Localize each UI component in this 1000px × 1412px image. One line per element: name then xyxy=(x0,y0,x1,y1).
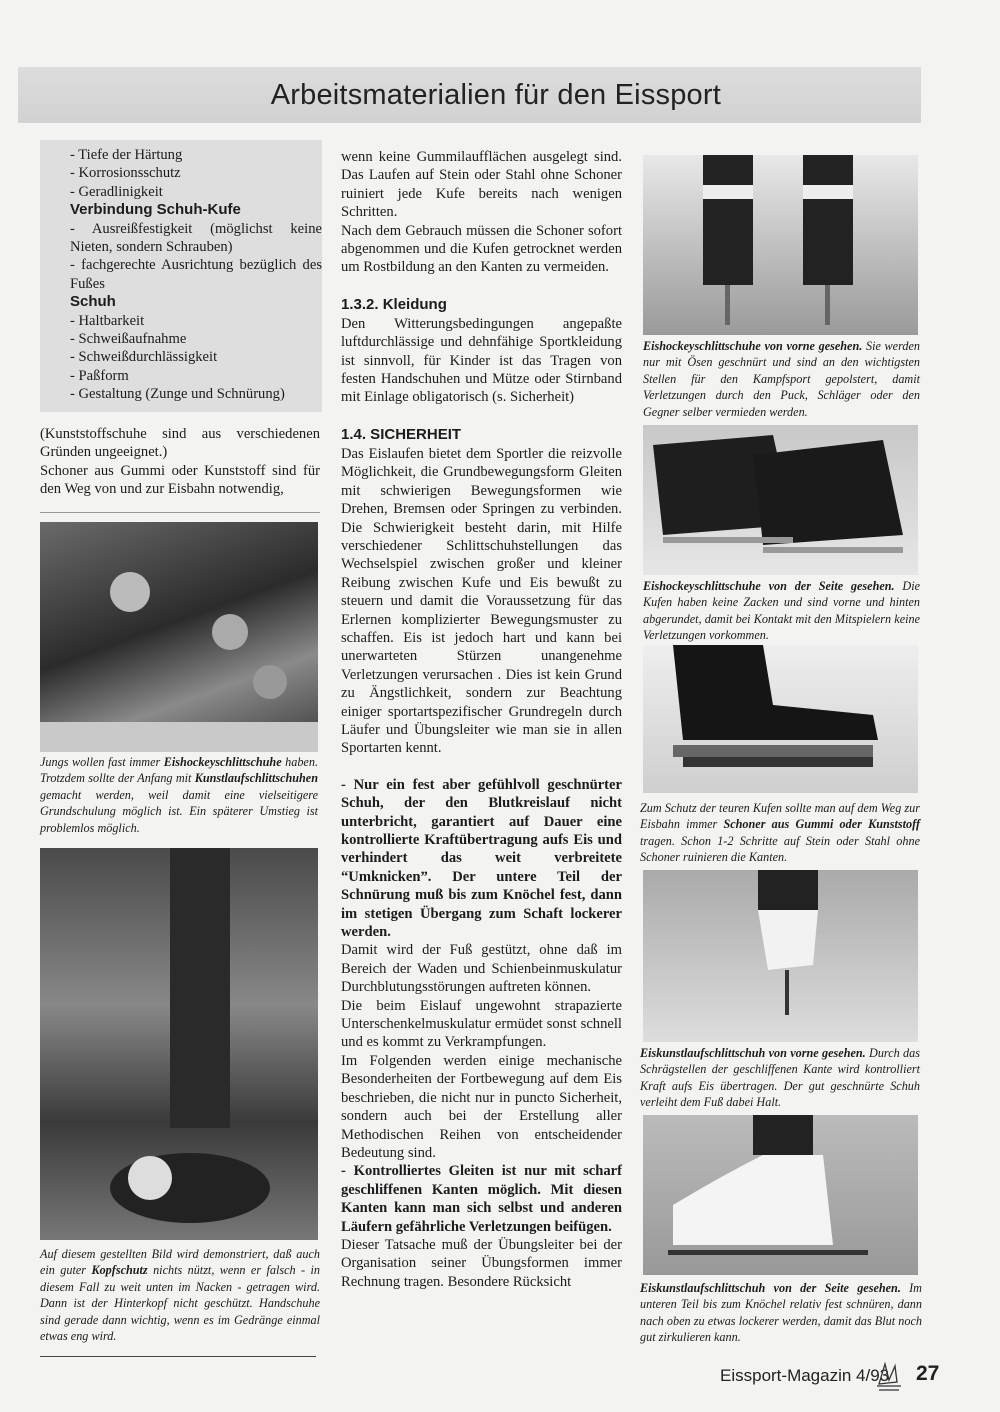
spacer xyxy=(341,758,622,776)
caption-text: Auf diesem gestellten Bild wird demonstriert, daß auch ein guter xyxy=(40,1247,320,1278)
middle-column-text xyxy=(341,148,622,1291)
skates-side-illustration xyxy=(643,425,918,575)
photo-figure-skate-side xyxy=(643,1115,918,1275)
caption-emphasis: Kunstlaufschlittschuhen xyxy=(194,771,318,786)
photo-kids-at-skate-shop xyxy=(40,522,318,752)
caption-text: Zum Schutz der teuren Kufen sollte man auf dem Weg zur Eisbahn immer xyxy=(640,801,920,832)
checklist-item: - Gestaltung (Zunge und Schnürung) xyxy=(70,386,285,403)
photo-skate-guards xyxy=(643,645,918,793)
photo-caption xyxy=(40,754,318,836)
bold-paragraph: - Kontrolliertes Gleiten ist nur mit scharf geschliffenen Kanten möglich. Mit diesen Kanten kann man sich selbst und anderen Läufern gefährliche Verletzungen beifügen. xyxy=(341,1163,622,1235)
paragraph: Die beim Eislauf ungewohnt strapazierte Unterschenkelmuskulatur ermüdet sonst schnell und es kommt zu Verkrampfungen. xyxy=(341,997,622,1051)
caption-text: haben. Trotzdem sollte der Anfang mit xyxy=(40,755,318,786)
magazine-issue: Eissport-Magazin 4/93 xyxy=(720,1366,890,1385)
paragraph: Schoner aus Gummi oder Kunststoff sind für den Weg von und zur Eisbahn notwendig, xyxy=(40,462,320,498)
caption-emphasis: Eishockeyschlittschuhe von vorne gesehen. xyxy=(643,339,863,353)
page-number: 27 xyxy=(916,1362,940,1385)
paragraph: (Kunststoffschuhe sind aus verschiedenen Gründen ungeeignet.) xyxy=(40,426,320,461)
caption-emphasis: Eishockeyschlittschuhe xyxy=(163,755,282,769)
paragraph: Dieser Tatsache muß der Übungsleiter bei der Organisation seiner Übungsformen immer Rechnung tragen. Besondere Rücksicht xyxy=(341,1236,622,1290)
page-title: Arbeitsmaterialien für den Eissport xyxy=(270,79,721,111)
caption-text: nichts nützt, wenn er falsch - in diesem Fall zu weit unten im Nacken - getragen wird. Dann ist der Hinterkopf nicht geschützt. Handschuhe sind gerade dann wichtig, wenn es im Gedränge einmal etwas eng wird. xyxy=(40,1263,320,1344)
paragraph: Den Witterungsbedingungen angepaßte luftdurchlässige und dehnfähige Sportkleidung ist sinnvoll, für Kinder ist das Tragen von festen Handschuhen und Mütze oder Stirnband mit Einlage obligatorisch (s. Sicherheit) xyxy=(341,315,622,406)
caption-text: Durch das Schrägstellen der geschliffenen Kante wird kontrolliert Kraft aufs Eis übertragen. Der gut geschnürte Schuh verleiht dem Fuß dabei Halt. xyxy=(640,1046,920,1110)
photo-fallen-child-helmet xyxy=(40,848,318,1240)
divider xyxy=(40,1356,316,1357)
caption-text: Jungs wollen fast immer xyxy=(40,755,164,769)
photo-caption xyxy=(40,1246,320,1344)
checklist-item: - fachgerechte Ausrichtung bezüglich des Fußes xyxy=(70,257,322,292)
checklist xyxy=(40,140,322,404)
bold-paragraph: - Nur ein fest aber gefühlvoll geschnürter Schuh, der den Blutkreislauf nicht unterbricht, garantiert auf Dauer eine kontrollierte Kraftübertragung aufs Eis und verhindert das weit verbreitete “Umknicken”. Der untere Teil der Schnürung muß bis zum Knöchel fest, dann im stetigen Übergang zum Schaft lockerer werden. xyxy=(341,776,622,941)
skate-guard-illustration xyxy=(643,645,918,793)
materials-checklist-box xyxy=(40,140,322,412)
checklist-item: - Haltbarkeit xyxy=(70,312,145,329)
photo-hockey-skates-side xyxy=(643,425,918,575)
photo-caption xyxy=(640,800,920,866)
photo-hockey-skates-front xyxy=(643,155,918,335)
caption-emphasis: Eishockeyschlittschuhe von der Seite gesehen. xyxy=(643,579,895,593)
checklist-item: - Korrosionsschutz xyxy=(70,165,181,182)
caption-text: gemacht werden, weil damit eine vielseitigere Grundschulung möglich ist. Ein späterer Umstieg ist problemlos möglich. xyxy=(40,787,318,835)
paragraph: Nach dem Gebrauch müssen die Schoner sofort abgenommen und die Kufen getrocknet werden um Rostbildung an den Kanten zu vermeiden. xyxy=(341,222,622,276)
caption-text: Sie werden nur mit Ösen geschnürt und sind an den wichtigsten Stellen für den Kampfsport gepolstert, damit Verletzungen durch den Puck, Schläger oder den Gegner selber vermieden werden. xyxy=(643,339,920,419)
checklist-item: - Geradlinigkeit xyxy=(70,183,163,200)
section-heading: 1.3.2. Kleidung xyxy=(341,295,447,313)
photo-caption xyxy=(643,578,920,644)
caption-emphasis: Eiskunstlaufschlittschuh von vorne gesehen. xyxy=(640,1046,866,1060)
photo-kids-illustration xyxy=(40,522,318,752)
caption-emphasis: Kopfschutz xyxy=(91,1263,148,1278)
figure-skate-side-illustration xyxy=(643,1115,918,1275)
caption-text: Im unteren Teil bis zum Knöchel relativ fest schnüren, dann nach oben zu etwas lockerer werden, damit das Blut noch gut zirkulieren kann. xyxy=(640,1281,922,1345)
checklist-item: - Tiefe der Härtung xyxy=(70,147,183,163)
paragraph: Das Eislaufen bietet dem Sportler die reizvolle Möglichkeit, die Grundbewegungsform Gleiten mit schwierigen Bewegungsformen wie Drehen, Bremsen oder Springen zu verbinden. Die Schwierigkeit besteht darin, mit Hilfe verschiedener Schlittschuhstellungen das Wechselspiel zwischen großer und kleiner Reibung zwischen Kufe und Eis bewußt zu steuern und damit die Voraussetzung für das Erlernen komplizierter Bewegungsmuster zu schaffen. Eis ist jedoch hart und kann bei unerwarteten Stürzen unangenehme Verletzungen verursachen . Dies ist kein Grund zu Ängstlichkeit, sondern zur Beachtung einiger sportartspezifischer Grundregeln durch Läufer und Übungsleiter wie man sie in allen Sportarten kennt. xyxy=(341,445,622,757)
photo-figure-skate-front xyxy=(643,870,918,1042)
caption-text: tragen. Schon 1-2 Schritte auf Stein oder Stahl ohne Schoner ruinieren die Kanten. xyxy=(640,833,920,865)
paragraph: wenn keine Gummilaufflächen ausgelegt sind. Das Laufen auf Stein oder Stahl ohne Schoner ruiniert jede Kufe bereits nach wenigen Schritten. xyxy=(341,149,622,221)
checklist-item: - Schweißaufnahme xyxy=(70,331,187,348)
photo-fallen-child-illustration xyxy=(40,848,318,1240)
paragraph: Damit wird der Fuß gestützt, ohne daß im Bereich der Waden und Schienbeinmuskulatur Durchblutungsstörungen auftreten können. xyxy=(341,942,622,996)
paragraph: Im Folgenden werden einige mechanische Besonderheiten der Fortbewegung auf dem Eis beschrieben, die nicht nur in puncto Sicherheit, sondern auch bei der Erstellung aller Methodischen Reihen von entscheidender Bedeutung sind. xyxy=(341,1052,622,1161)
checklist-item: - Schweißdurchlässigkeit xyxy=(70,349,218,366)
checklist-heading: Verbindung Schuh-Kufe xyxy=(70,201,241,219)
figure-skate-front-illustration xyxy=(643,870,918,1042)
checklist-item: - Ausreißfestigkeit (möglichst keine Nieten, sondern Schrauben) xyxy=(70,220,322,256)
section-heading: 1.4. SICHERHEIT xyxy=(341,425,462,443)
photo-caption xyxy=(640,1280,922,1346)
left-column-text xyxy=(40,425,320,499)
header-banner xyxy=(18,67,921,123)
caption-emphasis: Schoner aus Gummi oder Kunststoff xyxy=(723,817,921,832)
skates-front-illustration xyxy=(643,155,918,335)
photo-caption xyxy=(643,338,920,420)
checklist-heading: Schuh xyxy=(70,293,116,311)
divider xyxy=(40,512,320,513)
skate-wing-logo-icon xyxy=(873,1362,907,1392)
checklist-item: - Paßform xyxy=(70,367,129,384)
photo-caption xyxy=(640,1045,920,1111)
caption-emphasis: Eiskunstlaufschlittschuh von der Seite gesehen. xyxy=(640,1281,901,1295)
caption-text: Die Kufen haben keine Zacken und sind vorne und hinten abgerundet, damit bei Kontakt mit den Mitspielern keine Verletzungen vorkommen. xyxy=(643,579,920,643)
